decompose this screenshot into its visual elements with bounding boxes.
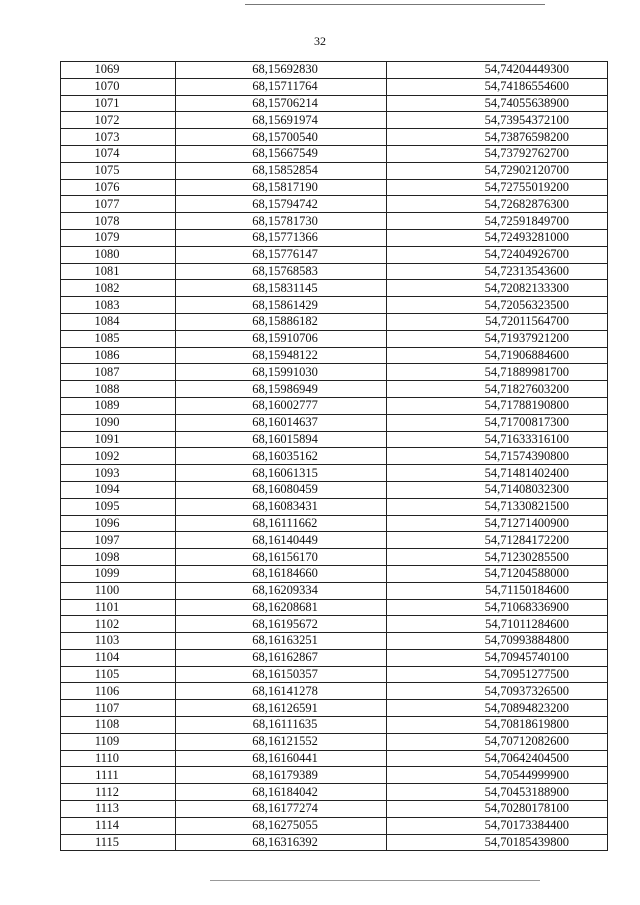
y-coordinate-cell: 54,70453188900	[387, 784, 608, 801]
y-coordinate-cell: 54,70544999900	[387, 767, 608, 784]
table-row	[61, 229, 608, 246]
x-coordinate-cell: 68,15771366	[176, 229, 387, 246]
y-coordinate-cell: 54,71284172200	[387, 532, 608, 549]
top-rule	[245, 4, 545, 5]
table-row	[61, 733, 608, 750]
x-coordinate-cell: 68,15861429	[176, 297, 387, 314]
table-row	[61, 381, 608, 398]
point-number-cell: 1077	[61, 196, 176, 213]
x-coordinate-cell: 68,16209334	[176, 582, 387, 599]
y-coordinate-cell: 54,71271400900	[387, 515, 608, 532]
x-coordinate-cell: 68,16141278	[176, 683, 387, 700]
y-coordinate-cell: 54,71700817300	[387, 414, 608, 431]
y-coordinate-cell: 54,70993884800	[387, 633, 608, 650]
point-number-cell: 1070	[61, 78, 176, 95]
y-coordinate-cell: 54,70185439800	[387, 834, 608, 851]
x-coordinate-cell: 68,16150357	[176, 666, 387, 683]
x-coordinate-cell: 68,16140449	[176, 532, 387, 549]
x-coordinate-cell: 68,16179389	[176, 767, 387, 784]
y-coordinate-cell: 54,70712082600	[387, 733, 608, 750]
y-coordinate-cell: 54,70280178100	[387, 801, 608, 818]
point-number-cell: 1103	[61, 633, 176, 650]
point-number-cell: 1088	[61, 381, 176, 398]
table-row	[61, 347, 608, 364]
y-coordinate-cell: 54,70818619800	[387, 717, 608, 734]
x-coordinate-cell: 68,16195672	[176, 616, 387, 633]
x-coordinate-cell: 68,15692830	[176, 62, 387, 79]
y-coordinate-cell: 54,72755019200	[387, 179, 608, 196]
point-number-cell: 1086	[61, 347, 176, 364]
point-number-cell: 1113	[61, 801, 176, 818]
y-coordinate-cell: 54,72082133300	[387, 280, 608, 297]
point-number-cell: 1098	[61, 549, 176, 566]
y-coordinate-cell: 54,73954372100	[387, 112, 608, 129]
y-coordinate-cell: 54,70173384400	[387, 817, 608, 834]
bottom-rule	[210, 880, 540, 881]
x-coordinate-cell: 68,16014637	[176, 414, 387, 431]
x-coordinate-cell: 68,16162867	[176, 649, 387, 666]
table-row	[61, 196, 608, 213]
table-row	[61, 599, 608, 616]
table-row	[61, 431, 608, 448]
table-row	[61, 582, 608, 599]
table-row	[61, 246, 608, 263]
y-coordinate-cell: 54,70951277500	[387, 666, 608, 683]
point-number-cell: 1081	[61, 263, 176, 280]
point-number-cell: 1083	[61, 297, 176, 314]
table-row	[61, 633, 608, 650]
point-number-cell: 1084	[61, 313, 176, 330]
x-coordinate-cell: 68,16156170	[176, 549, 387, 566]
x-coordinate-cell: 68,16083431	[176, 498, 387, 515]
table-row	[61, 145, 608, 162]
point-number-cell: 1076	[61, 179, 176, 196]
x-coordinate-cell: 68,15781730	[176, 213, 387, 230]
coordinates-table-body	[61, 62, 608, 851]
point-number-cell: 1110	[61, 750, 176, 767]
table-row	[61, 498, 608, 515]
table-row	[61, 280, 608, 297]
y-coordinate-cell: 54,71011284600	[387, 616, 608, 633]
table-row	[61, 549, 608, 566]
point-number-cell: 1089	[61, 397, 176, 414]
x-coordinate-cell: 68,16177274	[176, 801, 387, 818]
y-coordinate-cell: 54,70937326500	[387, 683, 608, 700]
table-row	[61, 700, 608, 717]
x-coordinate-cell: 68,15667549	[176, 145, 387, 162]
point-number-cell: 1101	[61, 599, 176, 616]
x-coordinate-cell: 68,16111635	[176, 717, 387, 734]
point-number-cell: 1111	[61, 767, 176, 784]
x-coordinate-cell: 68,16121552	[176, 733, 387, 750]
x-coordinate-cell: 68,16061315	[176, 465, 387, 482]
point-number-cell: 1073	[61, 129, 176, 146]
x-coordinate-cell: 68,16184660	[176, 565, 387, 582]
table-row	[61, 179, 608, 196]
x-coordinate-cell: 68,16002777	[176, 397, 387, 414]
y-coordinate-cell: 54,72493281000	[387, 229, 608, 246]
y-coordinate-cell: 54,74055638900	[387, 95, 608, 112]
y-coordinate-cell: 54,74204449300	[387, 62, 608, 79]
point-number-cell: 1095	[61, 498, 176, 515]
table-row	[61, 465, 608, 482]
x-coordinate-cell: 68,16208681	[176, 599, 387, 616]
table-row	[61, 95, 608, 112]
x-coordinate-cell: 68,15831145	[176, 280, 387, 297]
y-coordinate-cell: 54,70945740100	[387, 649, 608, 666]
point-number-cell: 1075	[61, 162, 176, 179]
table-row	[61, 448, 608, 465]
x-coordinate-cell: 68,16160441	[176, 750, 387, 767]
coordinates-table	[60, 61, 608, 851]
point-number-cell: 1090	[61, 414, 176, 431]
y-coordinate-cell: 54,72056323500	[387, 297, 608, 314]
table-row	[61, 129, 608, 146]
table-row	[61, 162, 608, 179]
point-number-cell: 1078	[61, 213, 176, 230]
table-row	[61, 364, 608, 381]
table-row	[61, 767, 608, 784]
point-number-cell: 1115	[61, 834, 176, 851]
point-number-cell: 1114	[61, 817, 176, 834]
point-number-cell: 1087	[61, 364, 176, 381]
point-number-cell: 1091	[61, 431, 176, 448]
point-number-cell: 1107	[61, 700, 176, 717]
table-row	[61, 834, 608, 851]
y-coordinate-cell: 54,71330821500	[387, 498, 608, 515]
point-number-cell: 1096	[61, 515, 176, 532]
y-coordinate-cell: 54,71937921200	[387, 330, 608, 347]
x-coordinate-cell: 68,15817190	[176, 179, 387, 196]
x-coordinate-cell: 68,16035162	[176, 448, 387, 465]
x-coordinate-cell: 68,15776147	[176, 246, 387, 263]
table-row	[61, 717, 608, 734]
point-number-cell: 1072	[61, 112, 176, 129]
x-coordinate-cell: 68,15910706	[176, 330, 387, 347]
x-coordinate-cell: 68,15700540	[176, 129, 387, 146]
table-row	[61, 78, 608, 95]
y-coordinate-cell: 54,74186554600	[387, 78, 608, 95]
x-coordinate-cell: 68,15768583	[176, 263, 387, 280]
table-row	[61, 750, 608, 767]
y-coordinate-cell: 54,71906884600	[387, 347, 608, 364]
point-number-cell: 1082	[61, 280, 176, 297]
page-number: 32	[314, 34, 326, 48]
x-coordinate-cell: 68,16184042	[176, 784, 387, 801]
y-coordinate-cell: 54,72682876300	[387, 196, 608, 213]
table-row	[61, 112, 608, 129]
x-coordinate-cell: 68,15794742	[176, 196, 387, 213]
point-number-cell: 1104	[61, 649, 176, 666]
y-coordinate-cell: 54,71150184600	[387, 582, 608, 599]
table-row	[61, 297, 608, 314]
x-coordinate-cell: 68,16080459	[176, 481, 387, 498]
point-number-cell: 1112	[61, 784, 176, 801]
x-coordinate-cell: 68,15948122	[176, 347, 387, 364]
x-coordinate-cell: 68,15852854	[176, 162, 387, 179]
table-row	[61, 683, 608, 700]
y-coordinate-cell: 54,71481402400	[387, 465, 608, 482]
y-coordinate-cell: 54,71633316100	[387, 431, 608, 448]
y-coordinate-cell: 54,73876598200	[387, 129, 608, 146]
y-coordinate-cell: 54,72902120700	[387, 162, 608, 179]
table-row	[61, 532, 608, 549]
point-number-cell: 1092	[61, 448, 176, 465]
table-row	[61, 666, 608, 683]
y-coordinate-cell: 54,71889981700	[387, 364, 608, 381]
point-number-cell: 1094	[61, 481, 176, 498]
point-number-cell: 1109	[61, 733, 176, 750]
table-row	[61, 397, 608, 414]
table-row	[61, 515, 608, 532]
y-coordinate-cell: 54,71068336900	[387, 599, 608, 616]
x-coordinate-cell: 68,15711764	[176, 78, 387, 95]
point-number-cell: 1080	[61, 246, 176, 263]
point-number-cell: 1079	[61, 229, 176, 246]
y-coordinate-cell: 54,72313543600	[387, 263, 608, 280]
y-coordinate-cell: 54,72591849700	[387, 213, 608, 230]
point-number-cell: 1106	[61, 683, 176, 700]
point-number-cell: 1108	[61, 717, 176, 734]
x-coordinate-cell: 68,15706214	[176, 95, 387, 112]
table-row	[61, 313, 608, 330]
point-number-cell: 1100	[61, 582, 176, 599]
y-coordinate-cell: 54,71230285500	[387, 549, 608, 566]
x-coordinate-cell: 68,16015894	[176, 431, 387, 448]
x-coordinate-cell: 68,16275055	[176, 817, 387, 834]
table-row	[61, 263, 608, 280]
point-number-cell: 1071	[61, 95, 176, 112]
y-coordinate-cell: 54,72404926700	[387, 246, 608, 263]
point-number-cell: 1102	[61, 616, 176, 633]
point-number-cell: 1069	[61, 62, 176, 79]
table-row	[61, 801, 608, 818]
y-coordinate-cell: 54,70894823200	[387, 700, 608, 717]
x-coordinate-cell: 68,15691974	[176, 112, 387, 129]
x-coordinate-cell: 68,16111662	[176, 515, 387, 532]
x-coordinate-cell: 68,15986949	[176, 381, 387, 398]
table-row	[61, 565, 608, 582]
table-row	[61, 414, 608, 431]
x-coordinate-cell: 68,15991030	[176, 364, 387, 381]
y-coordinate-cell: 54,71788190800	[387, 397, 608, 414]
y-coordinate-cell: 54,72011564700	[387, 313, 608, 330]
y-coordinate-cell: 54,71408032300	[387, 481, 608, 498]
point-number-cell: 1093	[61, 465, 176, 482]
point-number-cell: 1097	[61, 532, 176, 549]
point-number-cell: 1085	[61, 330, 176, 347]
table-row	[61, 213, 608, 230]
table-row	[61, 784, 608, 801]
x-coordinate-cell: 68,16126591	[176, 700, 387, 717]
y-coordinate-cell: 54,71574390800	[387, 448, 608, 465]
table-row	[61, 481, 608, 498]
table-row	[61, 616, 608, 633]
table-row	[61, 817, 608, 834]
y-coordinate-cell: 54,71827603200	[387, 381, 608, 398]
y-coordinate-cell: 54,73792762700	[387, 145, 608, 162]
y-coordinate-cell: 54,71204588000	[387, 565, 608, 582]
table-row	[61, 62, 608, 79]
point-number-cell: 1099	[61, 565, 176, 582]
table-row	[61, 330, 608, 347]
y-coordinate-cell: 54,70642404500	[387, 750, 608, 767]
x-coordinate-cell: 68,16316392	[176, 834, 387, 851]
x-coordinate-cell: 68,15886182	[176, 313, 387, 330]
point-number-cell: 1105	[61, 666, 176, 683]
table-row	[61, 649, 608, 666]
x-coordinate-cell: 68,16163251	[176, 633, 387, 650]
point-number-cell: 1074	[61, 145, 176, 162]
